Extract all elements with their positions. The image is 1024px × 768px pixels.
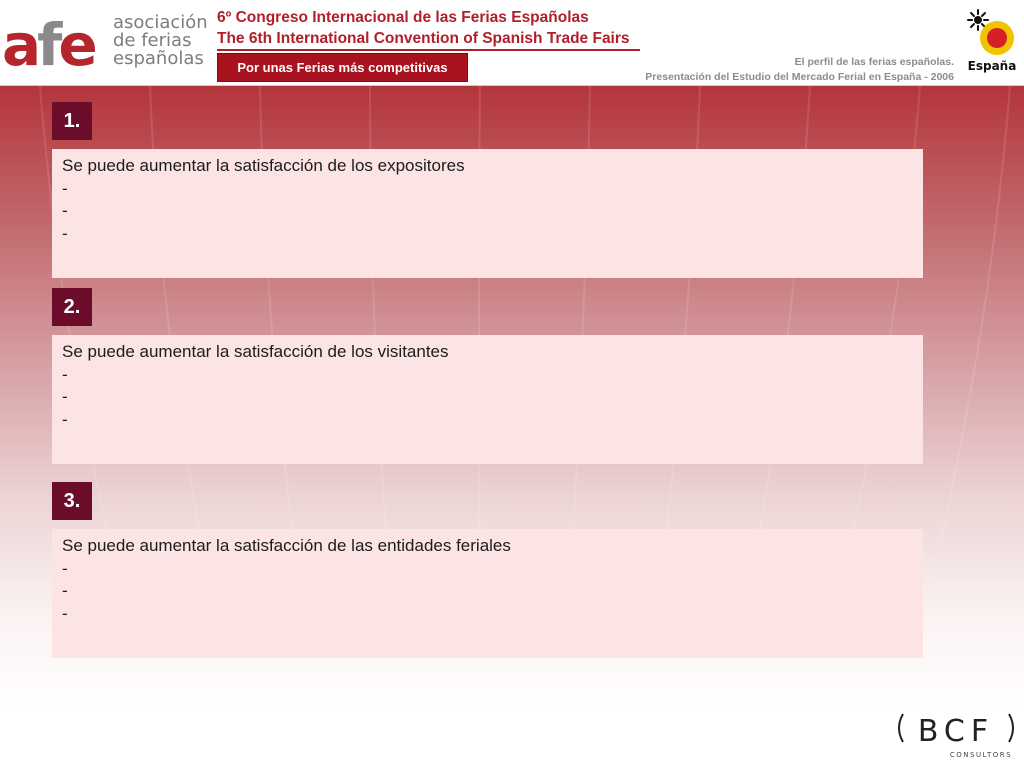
slogan-button[interactable]: Por unas Ferias más competitivas (217, 53, 468, 82)
afe-logo-mark (2, 11, 94, 79)
afe-logo-letter-e: e (58, 11, 94, 79)
afe-logo-word: españolas (113, 48, 204, 69)
section-title: Se puede aumentar la satisfacción de los visitantes (62, 342, 449, 361)
afe-logo-word: asociación (113, 12, 208, 33)
bcf-left-bracket (899, 714, 903, 742)
bcf-right-bracket (1009, 714, 1013, 742)
bcf-consultors-logo (893, 708, 1019, 764)
section-number-1: 1. (52, 102, 92, 140)
espana-red-disc (987, 28, 1007, 48)
study-subtitle (645, 55, 954, 85)
slide-header (0, 0, 1024, 86)
bullet-item: - (62, 223, 68, 243)
afe-logo (2, 10, 208, 79)
section-box-1 (52, 149, 923, 278)
bcf-logo-text: BCF (917, 714, 995, 749)
congress-title (217, 7, 640, 51)
bullet-item: - (62, 581, 68, 600)
section-number-2: 2. (52, 288, 92, 326)
bullet-item: - (62, 558, 68, 578)
congress-title-en: The 6th International Convention of Spanish Trade Fairs (217, 28, 640, 51)
study-subtitle-line: El perfil de las ferias españolas. (794, 56, 954, 68)
section-box-3 (52, 529, 923, 658)
afe-logo-word: de ferias (113, 30, 192, 51)
section-number-3: 3. (52, 482, 92, 520)
section-title: Se puede aumentar la satisfacción de los expositores (62, 156, 465, 175)
bullet-item: - (62, 387, 68, 406)
bullet-item: - (62, 364, 68, 384)
afe-logo-letter-f: f (37, 11, 59, 79)
study-subtitle-line: Presentación del Estudio del Mercado Ferial en España - 2006 (645, 71, 954, 83)
congress-title-es: 6º Congreso Internacional de las Ferias Españolas (217, 9, 589, 26)
espana-logo-text: España (967, 59, 1017, 73)
afe-logo-words (113, 14, 208, 68)
espana-logo (962, 8, 1022, 74)
bcf-logo-subtext: CONSULTORS (949, 751, 1013, 759)
afe-logo-letter-a: a (2, 11, 38, 79)
bullet-item: - (62, 201, 68, 220)
section-title: Se puede aumentar la satisfacción de las entidades feriales (62, 536, 511, 555)
bullet-item: - (62, 603, 68, 623)
bullet-item: - (62, 178, 68, 198)
section-box-2 (52, 335, 923, 464)
bullet-item: - (62, 409, 68, 429)
